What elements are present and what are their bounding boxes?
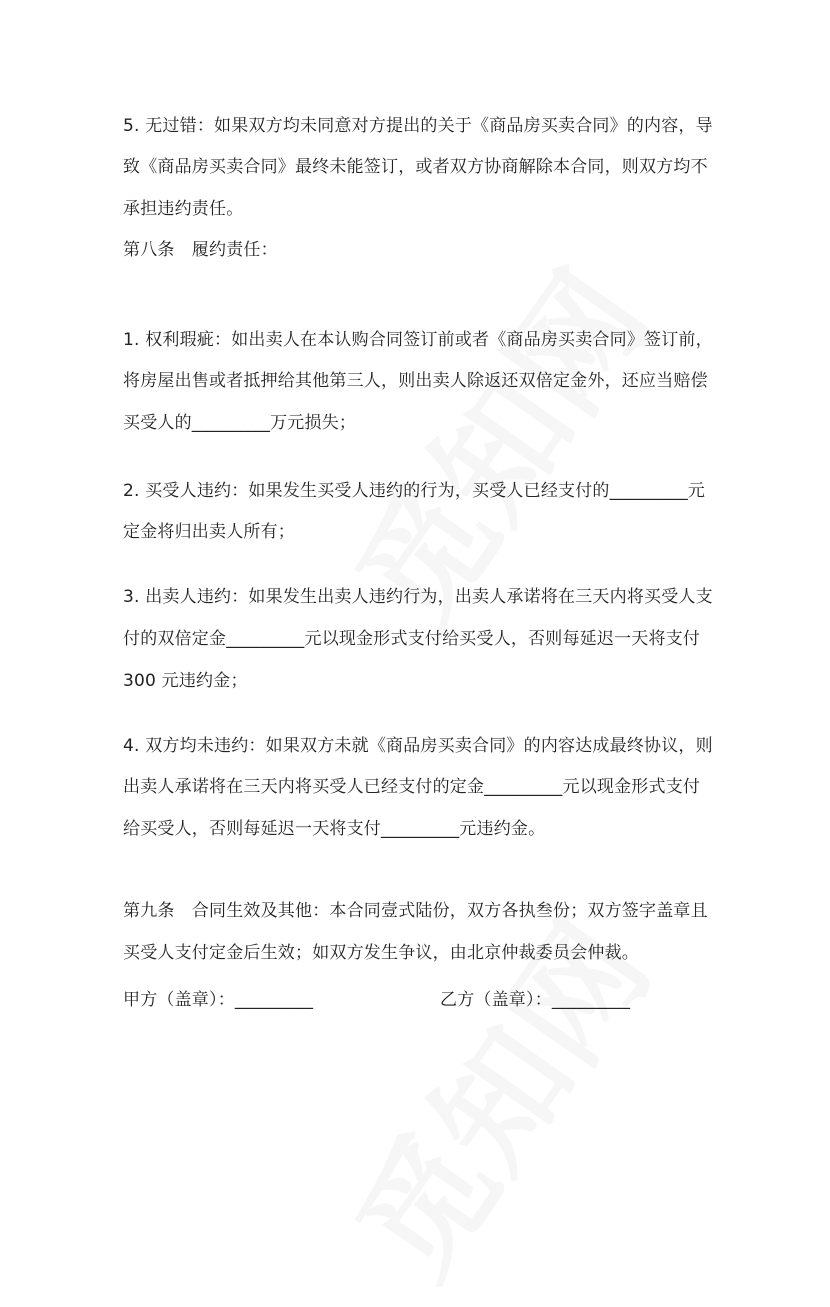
- text-line: 5. 无过错：如果双方均未同意对方提出的关于《商品房买卖合同》的内容，导: [123, 116, 713, 136]
- article-8-heading: 第八条 履约责任：: [123, 240, 278, 260]
- text-line: 1. 权利瑕疵：如出卖人在本认购合同签订前或者《商品房买卖合同》签订前，: [123, 330, 713, 350]
- party-b-signature: 乙方（盖章）：_________: [440, 990, 631, 1010]
- text-line: 定金将归出卖人所有；: [123, 522, 295, 542]
- text-line: 第九条 合同生效及其他：本合同壹式陆份，双方各执叁份；双方签字盖章且: [123, 901, 708, 921]
- text-line: 承担违约责任。: [123, 199, 244, 219]
- text-line: 3. 出卖人违约：如果发生出卖人违约行为，出卖人承诺将在三天内将买受人支: [123, 587, 713, 607]
- text-line: 买受人支付定金后生效；如双方发生争议，由北京仲裁委员会仲裁。: [123, 943, 639, 963]
- text-line: 致《商品房买卖合同》最终未能签订，或者双方协商解除本合同，则双方均不: [123, 157, 708, 177]
- party-a-signature: 甲方（盖章）：_________: [123, 990, 314, 1010]
- text-line: 付的双倍定金_________元以现金形式支付给买受人，否则每延迟一天将支付: [123, 629, 701, 649]
- text-line: 给买受人，否则每延迟一天将支付_________元违约金。: [123, 819, 546, 839]
- text-line: 将房屋出售或者抵押给其他第三人，则出卖人除返还双倍定金外，还应当赔偿: [123, 371, 708, 391]
- text-line: 4. 双方均未违约：如果双方未就《商品房买卖合同》的内容达成最终协议，则: [123, 736, 713, 756]
- text-line: 出卖人承诺将在三天内将买受人已经支付的定金_________元以现金形式支付: [123, 777, 701, 797]
- text-line: 2. 买受人违约：如果发生买受人违约的行为，买受人已经支付的_________元: [123, 481, 706, 501]
- text-line: 买受人的_________万元损失；: [123, 413, 357, 433]
- text-line: 300 元违约金；: [123, 671, 248, 691]
